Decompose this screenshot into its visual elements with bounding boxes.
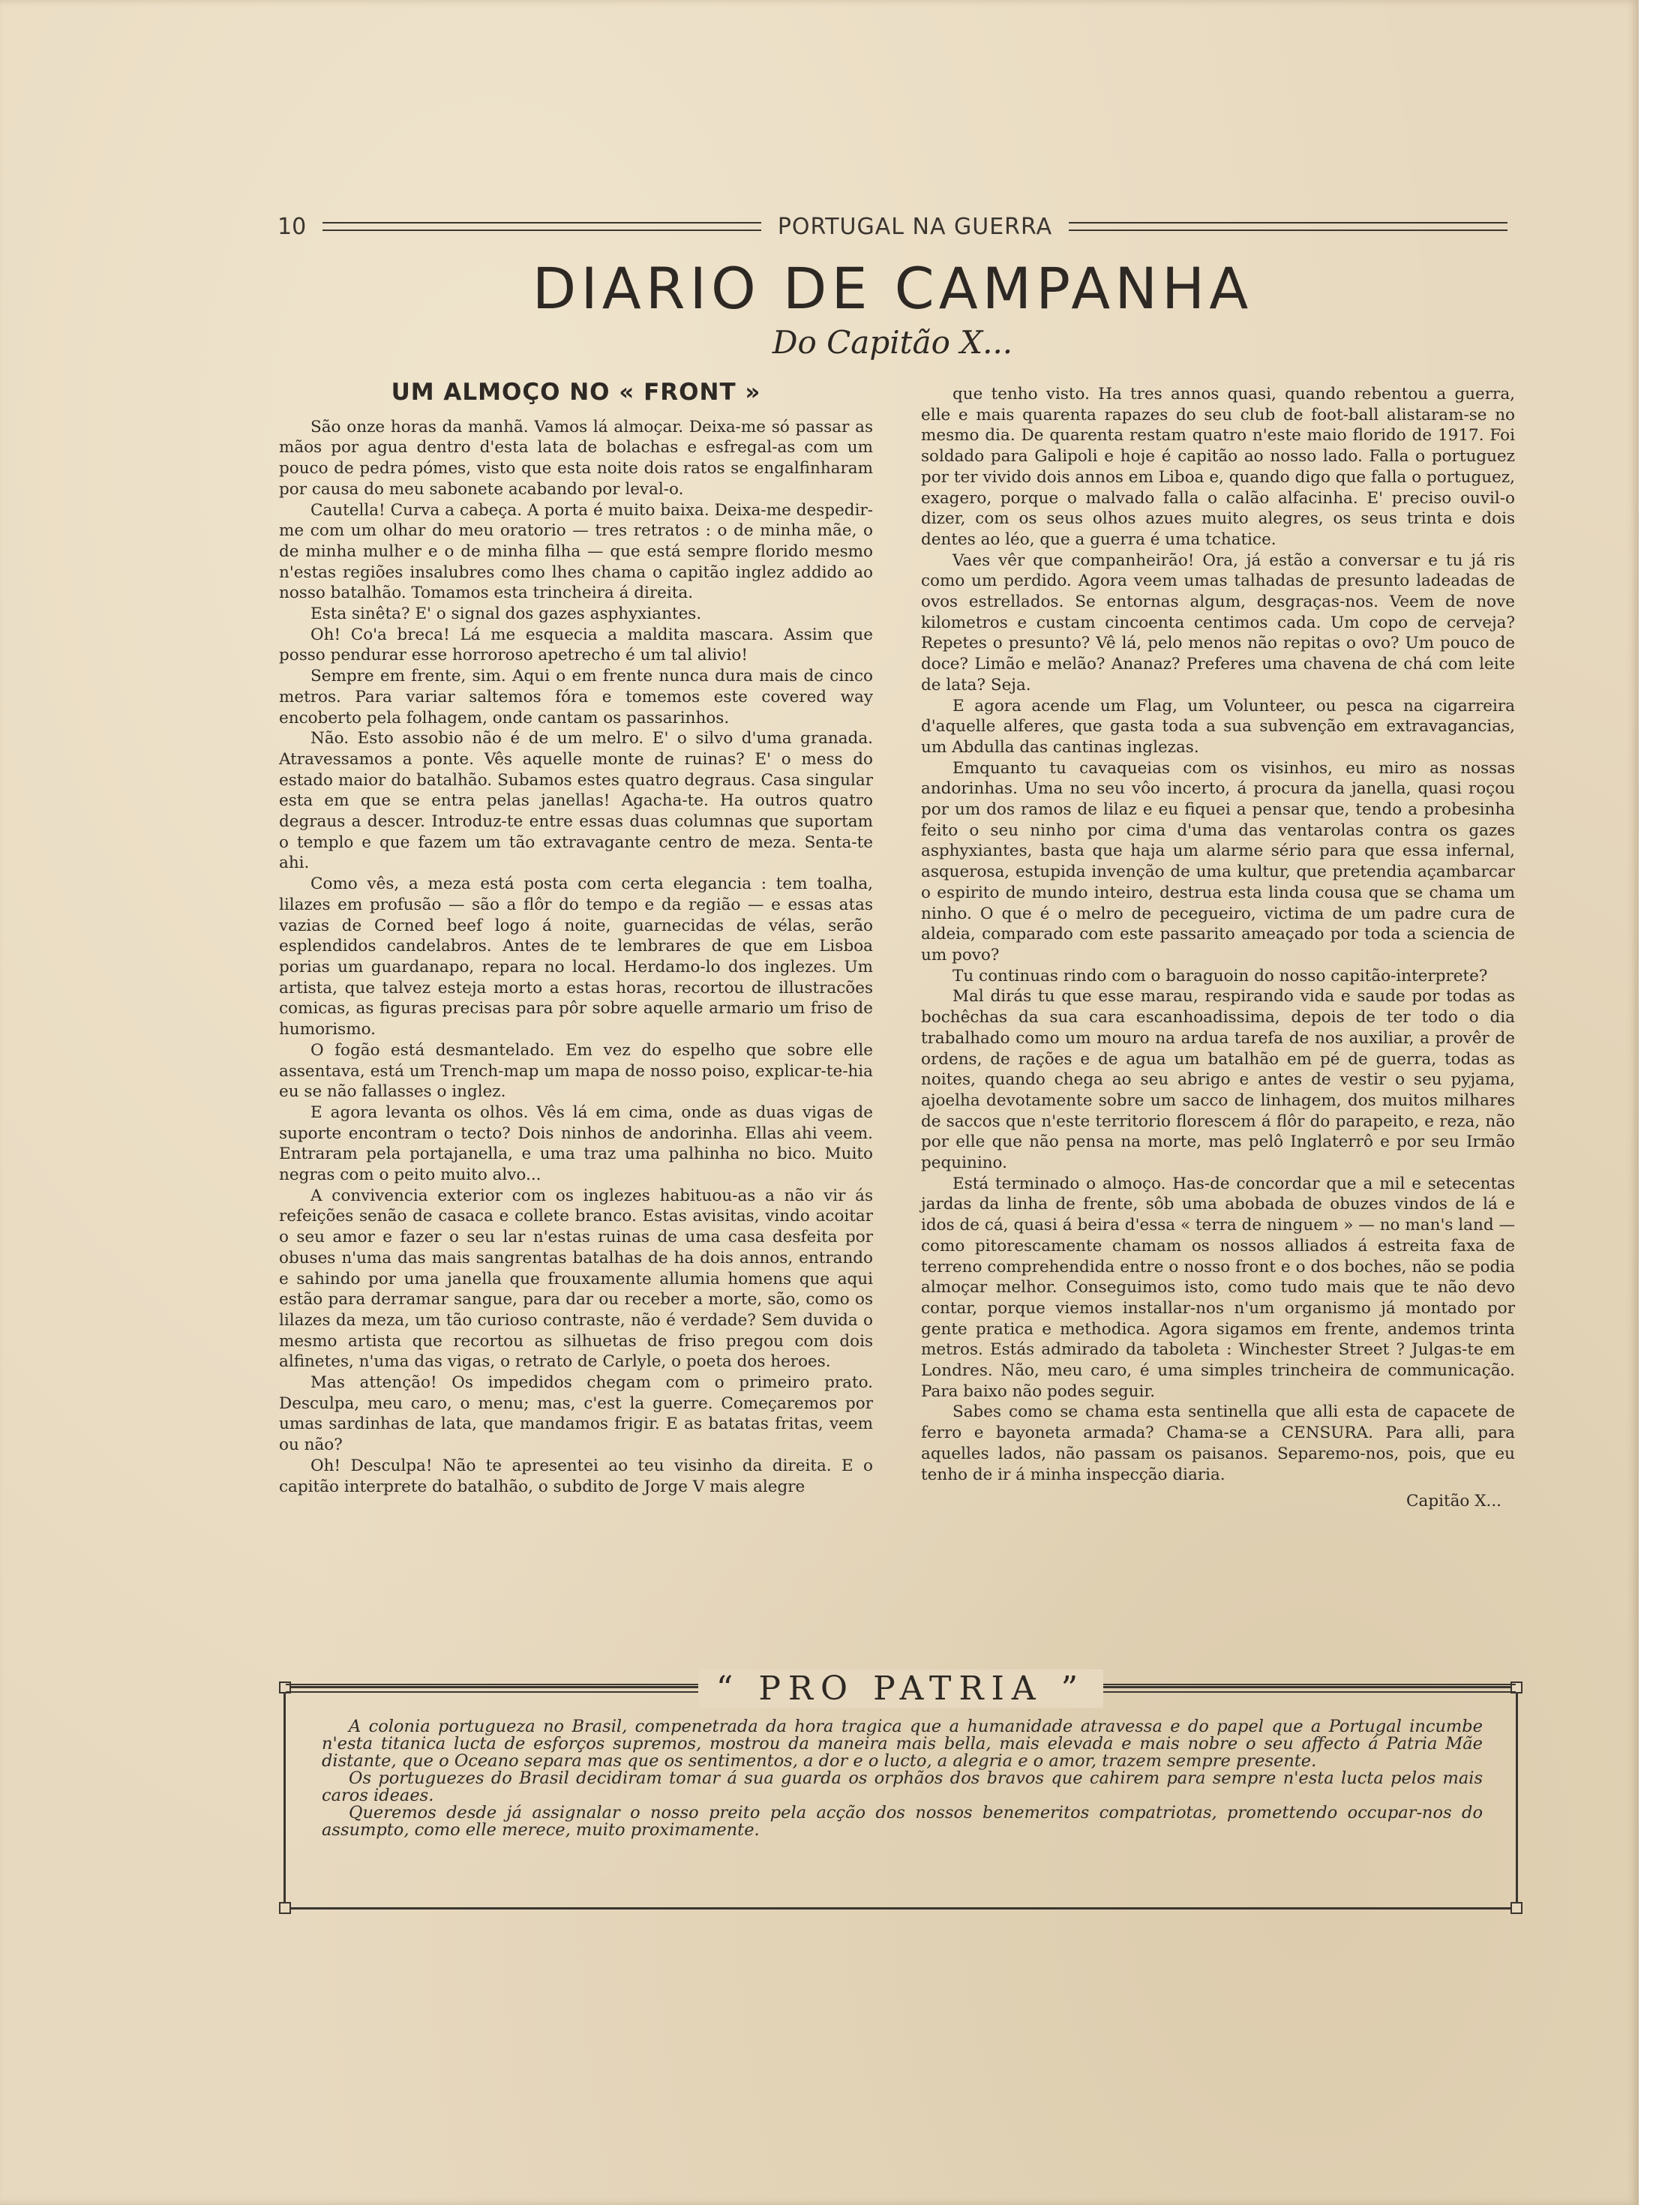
pro-patria-title: “ PRO PATRIA ” <box>698 1670 1103 1708</box>
box-corner-ornament <box>279 1902 291 1914</box>
paragraph: Como vês, a meza está posta com certa elegancia : tem toalha, lilazes em profusão — são a flôr do tempo e da região — e essas atas vazias de Corned beef logo á noite, guarnecidas de vélas, serão esplendidos candelabros. Antes de te lembrares de que em Lisboa porias um guardanapo, repara no local. Herdamo-lo dos inglezes. Um artista, que talvez esteja morto a estas horas, recortou de illustracões comicas, as figuras precisas para pôr sobre aquelle armario um friso de humorismo. <box>279 874 873 1040</box>
pro-patria-text <box>322 1718 1483 1839</box>
paragraph: A colonia portugueza no Brasil, compenetrada da hora tragica que a humanidade atravessa e do papel que a Portugal incumbe n'esta titanica lucta de esforços supremos, mostrou da maneira mais bella, mais elevada e mais nobre o seu affecto á Patria Mãe distante, que o Oceano separa mas que os sentimentos, a dor e o lucto, a alegria e o amor, trazem sempre presente. <box>322 1717 1483 1771</box>
paragraph: que tenho visto. Ha tres annos quasi, quando rebentou a guerra, elle e mais quarenta rapazes do seu club de foot-ball alistaram-se no mesmo dia. De quarenta restam quatro n'este maio florido de 1917. Foi soldado para Galipoli e hoje é capitão ao nosso lado. Falla o portuguez por ter vivido dois annos em Liboa e, quando digo que falla o portuguez, exagero, porque o malvado falla o calão alfacinha. E' preciso ouvil-o dizer, com os seus olhos azues muito alegres, os seus trinta e dois dentes ao léo, que a guerra é uma tchatice. <box>921 385 1515 549</box>
signature: Capitão X... <box>1406 1492 1502 1511</box>
article-title: DIARIO DE CAMPANHA <box>532 255 1253 322</box>
paragraph: São onze horas da manhã. Vamos lá almoçar. Deixa-me só passar as mãos por agua dentro d'esta lata de bolachas e esfregal-as com um pouco de pedra pómes, visto que esta noite dois ratos se engalfinharam por causa do meu sabonete acabando por leval-o. <box>279 417 873 499</box>
right-column <box>921 384 1515 1512</box>
paragraph: Não. Esto assobio não é de um melro. E' o silvo d'uma granada. Atravessamos a ponte. Vês aquelle monte de ruinas? E' o mess do estado maior do batalhão. Subamos estes quatro degraus. Casa singular esta em que se entra pelas janellas! Agacha-te. Ha outros quatro degraus a descer. Introduz-te entre essas duas columnas que suportam o templo e que fazem um tão extravagante centro de meza. Senta-te ahi. <box>279 729 873 873</box>
running-header <box>278 212 1508 242</box>
paragraph: E agora levanta os olhos. Vês lá em cima, onde as duas vigas de suporte encontram o tecto? Dois ninhos de andorinha. Ellas ahi veem. Entraram pela portajanella, e uma traz uma palhinha no bico. Muito negras com o peito muito alvo... <box>279 1102 873 1185</box>
box-rule-left <box>286 1684 698 1693</box>
header-rule-right <box>1069 222 1508 231</box>
section-title: UM ALMOÇO NO « FRONT » <box>391 379 761 406</box>
box-rule-right <box>1103 1684 1516 1693</box>
box-corner-ornament <box>1510 1902 1522 1914</box>
article-byline: Do Capitão X... <box>772 324 1013 361</box>
pro-patria-title-row <box>286 1669 1516 1708</box>
paragraph: Oh! Desculpa! Não te apresentei ao teu visinho da direita. E o capitão interprete do batalhão, o subdito de Jorge V mais alegre <box>279 1456 873 1496</box>
paragraph: Queremos desde já assignalar o nosso preito pela acção dos nossos benemeritos compatriotas, promettendo occupar-nos do assumpto, como elle merece, muito proximamente. <box>322 1803 1483 1840</box>
paragraph: Os portuguezes do Brasil decidiram tomar á sua guarda os orphãos dos bravos que cahirem para sempre n'esta lucta pelos mais caros ideaes. <box>322 1768 1483 1805</box>
left-column <box>279 379 873 1497</box>
header-rule-left <box>322 222 761 231</box>
paragraph: O fogão está desmantelado. Em vez do espelho que sobre elle assentava, está um Trench-map um mapa de nosso poiso, explicar-te-hia eu se não fallasses o inglez. <box>279 1040 873 1102</box>
paragraph: Oh! Co'a breca! Lá me esquecia a maldita mascara. Assim que posso pendurar esse horroroso apetrecho é um tal alivio! <box>279 625 873 665</box>
page-number: 10 <box>278 213 307 240</box>
running-title: PORTUGAL NA GUERRA <box>777 213 1053 240</box>
paragraph: Sempre em frente, sim. Aqui o em frente nunca dura mais de cinco metros. Para variar saltemos fóra e tomemos este covered way encoberto pela folhagem, onde cantam os passarinhos. <box>279 667 873 728</box>
paragraph: Cautella! Curva a cabeça. A porta é muito baixa. Deixa-me despedir-me com um olhar do meu oratorio — tres retratos : o de minha mãe, o de minha mulher e o de minha filha — que está sempre florido mesmo n'estas regiões insalubres como lhes chama o capitão inglez addido ao nosso batalhão. Tomamos esta trincheira á direita. <box>279 500 873 603</box>
paragraph: E agora acende um Flag, um Volunteer, ou pesca na cigarreira d'aquelle alferes, que gasta toda a sua subvenção em extravagancias, um Abdulla das cantinas inglezas. <box>921 696 1515 757</box>
paragraph: Mal dirás tu que esse marau, respirando vida e saude por todas as bochêchas da sua cara escanhoadissima, depois de ter todo o dia trabalhado como um mouro na ardua tarefa de nos auxiliar, a provêr de ordens, de rações e de agua um batalhão em pé de guerra, todas as noites, quando chega ao seu abrigo e antes de vestir o seu pyjama, ajoelha devotamente sobre um sacco de linhagem, dos muitos milhares de saccos que n'este territorio florescem á flôr do parapeito, e reza, não por elle que não pensa na morte, mas pelô Inglaterrô e por seu Irmão pequinino. <box>921 987 1515 1173</box>
paragraph: Emquanto tu cavaqueias com os visinhos, eu miro as nossas andorinhas. Uma no seu vôo incerto, á procura da janella, quasi roçou por um dos ramos de lilaz e eu fiquei a pensar que, tendo a probesinha feito o seu ninho por cima d'uma das ventarolas contra os gazes asphyxiantes, basta que haja um alarme sério para que essa infernal, asquerosa, estupida invenção de uma kultur, que pretendia açambarcar o espirito de mundo inteiro, destrua esta linda cousa que se chama um ninho. O que é o melro de pecegueiro, victima de um padre cura de aldeia, comparado com este passarito ameaçado por toda a sciencia de um povo? <box>921 758 1515 964</box>
paragraph: A convivencia exterior com os inglezes habituou-as a não vir ás refeições senão de casaca e collete branco. Estas avisitas, vindo acoitar o seu amor e fazer o seu lar n'estas ruinas de uma casa desfeita por obuses n'uma das mais sangrentas batalhas de ha dois annos, entrando e sahindo por uma janella que frouxamente allumia homens que aqui estão para derramar sangue, para dar ou receber a morte, são, como os lilazes da meza, um tão curioso contraste, não é verdade? Sem duvida o mesmo artista que recortou as silhuetas de friso pregou com dois alfinetes, n'uma das vigas, o retrato de Carlyle, o poeta dos heroes. <box>279 1186 873 1372</box>
paragraph: Mas attenção! Os impedidos chegam com o primeiro prato. Desculpa, meu caro, o menu; mas, c'est la guerre. Começaremos por umas sardinhas de lata, que mandamos frigir. E as batatas fritas, veem ou não? <box>279 1373 873 1455</box>
paragraph: Vaes vêr que companheirão! Ora, já estão a conversar e tu já ris como um perdido. Agora veem umas talhadas de presunto ladeadas de ovos estrellados. Se entornas algum, desgraças-nos. Veem de nove kilometros e custam cincoenta centimos cada. Um copo de cerveja? Repetes o presunto? Vê lá, pelo menos não repitas o ovo? Um pouco de doce? Limão e melão? Ananaz? Preferes uma chavena de chá com leite de lata? Seja. <box>921 550 1515 694</box>
paragraph: Está terminado o almoço. Has-de concordar que a mil e setecentas jardas da linha de frente, sôb uma abobada de obuzes vindos de lá e idos de cá, quasi á beira d'essa « terra de ninguem » — no man's land — como pitorescamente chamam os nossos alliados á estreita faxa de terreno comprehendida entre o nosso front e o dos boches, não se podia almoçar melhor. Conseguimos isto, como tudo mais que te não devo contar, porque viemos installar-nos n'um organismo já montado por gente pratica e methodica. Agora sigamos em frente, andemos trinta metros. Estás admirado da taboleta : Winchester Street ? Julgas-te em Londres. Não, meu caro, é uma simples trincheira de communicação. Para baixo não podes seguir. <box>921 1174 1515 1401</box>
pro-patria-box <box>284 1669 1518 1910</box>
paragraph: Tu continuas rindo com o baraguoin do nosso capitão-interprete? <box>952 966 1488 986</box>
paragraph: Sabes como se chama esta sentinella que alli esta de capacete de ferro e bayoneta armada? Chama-se a CENSURA. Para alli, para aquelles lados, não passam os paisanos. Separemo-nos, pois, que eu tenho de ir á minha inspecção diaria. <box>921 1402 1515 1484</box>
paragraph: Esta sinêta? E' o signal dos gazes asphyxiantes. <box>310 604 702 624</box>
